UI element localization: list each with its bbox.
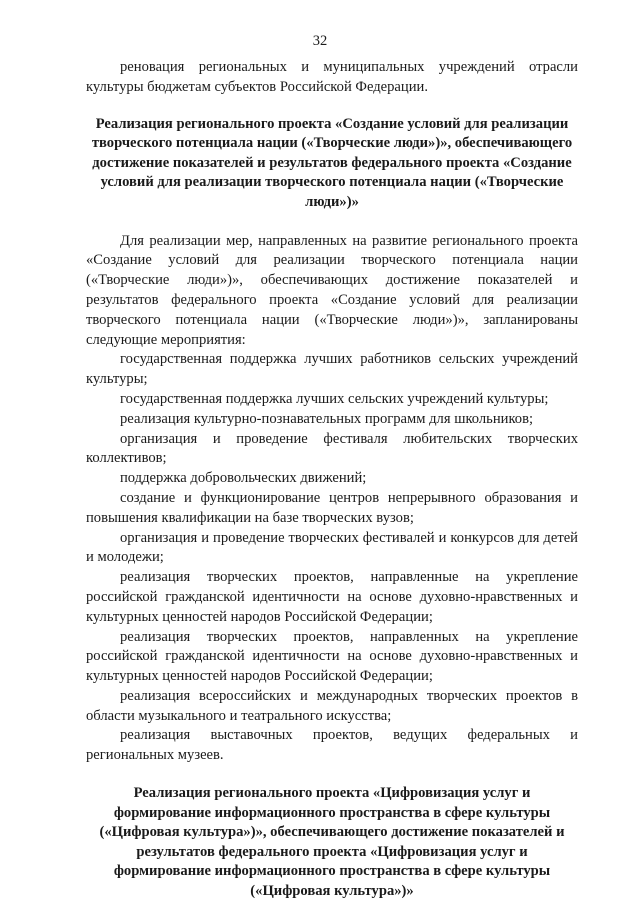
measure-item: реализация всероссийских и международных творческих проектов в области музыкального и театрального искусства; (86, 687, 578, 724)
measure-item: реализация выставочных проектов, ведущих федеральных и региональных музеев. (86, 727, 578, 764)
measure-item: государственная поддержка лучших работников сельских учреждений культуры; (86, 351, 578, 388)
section-heading-digital-culture: Реализация регионального проекта «Цифровизация услуг и формирование информационного пространства в сфере культуры («Цифровая культура»)», обеспечивающего достижение показателей и результатов федерального проекта «Цифровизация услуг и формирование информационного пространства в сфере культуры («Цифровая культура»)» (99, 785, 565, 900)
measure-item: реализация творческих проектов, направленных на укрепление российской гражданской идентичности на основе духовно-нравственных и культурных ценностей народов Российской Федерации; (86, 628, 578, 685)
measure-item: организация и проведение творческих фестивалей и конкурсов для детей и молодежи; (86, 529, 578, 566)
page-number: 32 (312, 33, 328, 49)
measure-item: поддержка добровольческих движений; (120, 470, 367, 487)
intro-paragraph: Для реализации мер, направленных на развитие регионального проекта «Создание условий для реализации творческого потенциала нации («Творческие люди»)», обеспечивающих достижение показателей и результатов федерального проекта «Создание условий для реализации творческого потенциала нации («Творческие люди»)», запланированы следующие мероприятия: (86, 232, 578, 348)
measure-item: создание и функционирование центров непрерывного образования и повышения квалификации на базе творческих вузов; (86, 489, 578, 526)
continuation-paragraph: реновация региональных и муниципальных учреждений отрасли культуры бюджетам субъектов Российской Федерации. (86, 59, 578, 95)
measure-item: организация и проведение фестиваля любительских творческих коллективов; (86, 430, 578, 467)
measure-item: государственная поддержка лучших сельских учреждений культуры; (120, 390, 549, 407)
measure-item: реализация культурно-познавательных программ для школьников; (120, 410, 534, 427)
page-content (86, 58, 578, 902)
section-heading-creative-people: Реализация регионального проекта «Создание условий для реализации творческого потенциала нации («Творческие люди»)», обеспечивающего достижение показателей и результатов федерального проекта «Создание условий для реализации творческого потенциала нации («Творческие люди»)» (91, 115, 573, 210)
measure-item: реализация творческих проектов, направленные на укрепление российской гражданской идентичности на основе духовно-нравственных и культурных ценностей народов Российской Федерации; (86, 569, 578, 625)
